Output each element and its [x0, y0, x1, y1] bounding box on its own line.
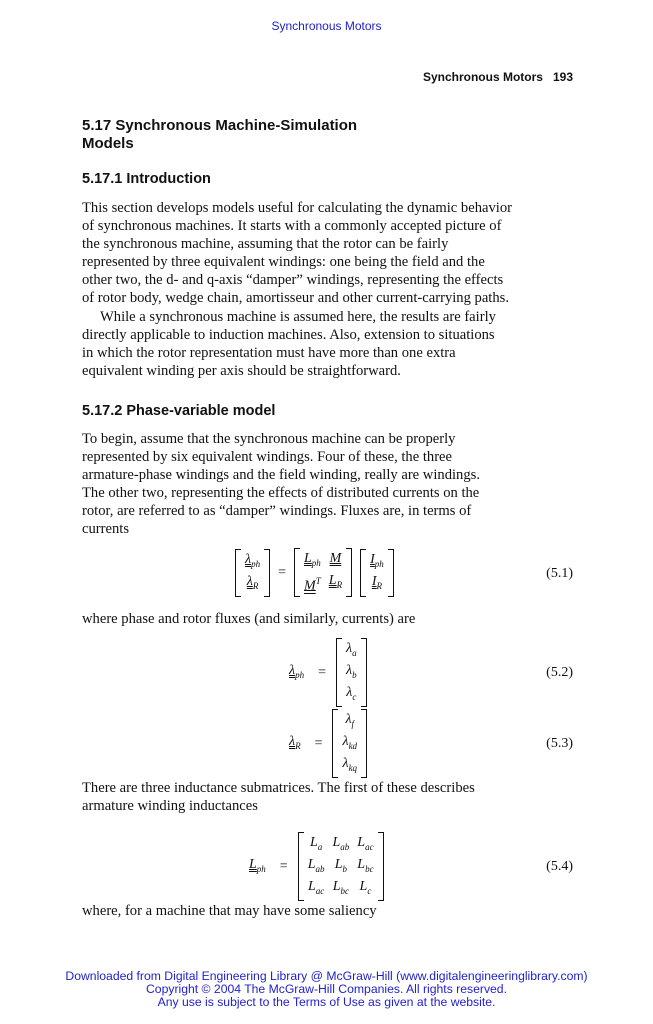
- intro-paragraph-2: [82, 308, 573, 380]
- text-line: currents: [82, 521, 130, 538]
- section-title-line1: 5.17 Synchronous Machine-Simulation: [82, 117, 358, 134]
- inductance-matrix: $L_{ph}$ M $M^T$ $L_R$: [294, 548, 352, 597]
- current-vector: $I_{ph}$ $I_R$: [360, 549, 394, 597]
- where-line: where phase and rotor fluxes (and similarly, currents) are: [82, 611, 416, 627]
- intro-paragraph-1: [82, 199, 573, 308]
- running-title: Synchronous Motors: [422, 70, 543, 84]
- text-line: This section develops models useful for calculating the dynamic behavior: [82, 200, 512, 216]
- footer-line: Any use is subject to the Terms of Use as given at the website.: [157, 995, 496, 1009]
- section-title: [82, 117, 402, 153]
- equation-number: (5.1): [546, 566, 573, 581]
- phase-paragraph-1: [82, 430, 573, 539]
- text-line: The other two, representing the effects of distributed currents on the: [82, 485, 480, 502]
- footer-notice[interactable]: [0, 970, 653, 1009]
- equation-5-1: [235, 548, 394, 597]
- equation-5-2: $\lambda_{ph}$ = $\lambda_a$ $\lambda_b$ $\lambda_c$: [285, 638, 367, 707]
- text-line: To begin, assume that the synchronous machine can be properly: [82, 431, 456, 447]
- text-line: represented by three equivalent windings: one being the field and the: [82, 254, 485, 271]
- equation-number: (5.4): [546, 859, 573, 874]
- text-line: the synchronous machine, assuming that the rotor can be fairly: [82, 236, 449, 253]
- equation-number: (5.2): [546, 665, 573, 680]
- equation-number: (5.3): [546, 736, 573, 751]
- text-line: rotor, are referred to as “damper” windings. Fluxes are, in terms of: [82, 503, 472, 520]
- text-line: While a synchronous machine is assumed here, the results are fairly: [100, 309, 496, 325]
- submatrices-paragraph: [82, 779, 573, 815]
- text-line: directly applicable to induction machines. Also, extension to situations: [82, 327, 495, 344]
- top-book-link[interactable]: Synchronous Motors: [271, 19, 382, 33]
- rotor-flux-vector: $\lambda_f$ $\lambda_{kd}$ $\lambda_{kq}$: [332, 709, 367, 778]
- text-line: equivalent winding per axis should be straightforward.: [82, 363, 401, 380]
- text-line: armature-phase windings and the field winding, really are windings.: [82, 467, 480, 484]
- text-line: represented by six equivalent windings. Four of these, the three: [82, 449, 453, 466]
- equation-5-4: $L_{ph}$ = $L_a$ $L_{ab}$ $L_{ac}$ $L_{ab}$ $L_b$ $L_{bc}$ $L_{ac}$ $L_{bc}$ $L_c$: [245, 832, 384, 901]
- text-line: in which the rotor representation must have more than one extra: [82, 345, 456, 362]
- text-line: of synchronous machines. It starts with a commonly accepted picture of: [82, 218, 502, 235]
- flux-vector: $\lambda_{ph}$ $\lambda_R$: [235, 549, 270, 597]
- text-line: armature winding inductances: [82, 798, 258, 815]
- phase-flux-vector: $\lambda_a$ $\lambda_b$ $\lambda_c$: [336, 638, 367, 707]
- equals-sign: =: [278, 564, 286, 580]
- running-head: [423, 70, 573, 84]
- heading-phase-variable-model: 5.17.2 Phase-variable model: [82, 403, 276, 419]
- text-line: of rotor body, wedge chain, amortisseur and other current-carrying paths.: [82, 290, 509, 307]
- armature-inductance-matrix: $L_a$ $L_{ab}$ $L_{ac}$ $L_{ab}$ $L_b$ $L_{bc}$ $L_{ac}$ $L_{bc}$ $L_c$: [298, 832, 384, 901]
- page-number: 193: [552, 70, 573, 84]
- section-title-line2: Models: [82, 135, 134, 152]
- heading-introduction: 5.17.1 Introduction: [82, 171, 211, 187]
- text-line: other two, the d- and q-axis “damper” windings, representing the effects: [82, 272, 504, 289]
- footer-line: Copyright © 2004 The McGraw-Hill Companies. All rights reserved.: [146, 982, 507, 996]
- text-line: There are three inductance submatrices. The first of these describes: [82, 780, 475, 796]
- footer-line[interactable]: Downloaded from Digital Engineering Library @ McGraw-Hill (www.digitalengineeringlibrary.com): [65, 969, 588, 983]
- equation-5-3: $\lambda_R$ = $\lambda_f$ $\lambda_{kd}$ $\lambda_{kq}$: [285, 709, 367, 778]
- saliency-line: where, for a machine that may have some saliency: [82, 903, 377, 919]
